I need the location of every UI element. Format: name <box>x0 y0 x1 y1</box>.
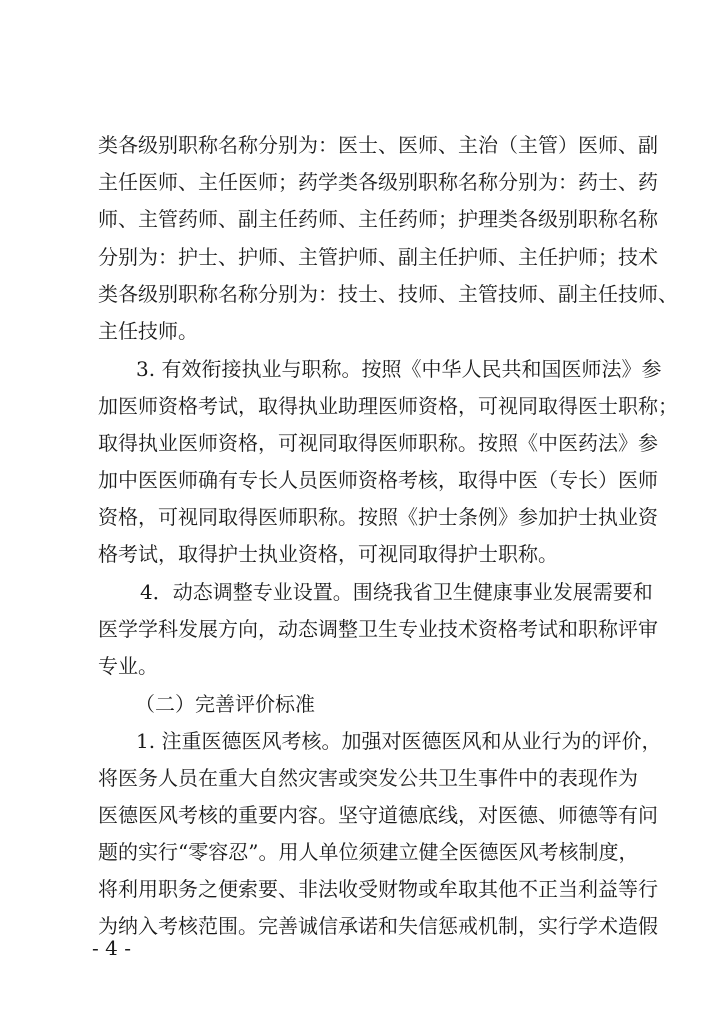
text-line-15: 专业。 <box>98 654 158 678</box>
text-line-4: 分别为：护士、护师、主管护师、副主任护师、主任护师；技术 <box>98 245 658 269</box>
text-line-6: 主任技师。 <box>98 319 198 343</box>
text-line-9: 取得执业医师资格，可视同取得医师职称。按照《中医药法》参 <box>98 431 658 455</box>
text-line-8: 加医师资格考试，取得执业助理医师资格，可视同取得医士职称； <box>98 394 678 418</box>
text-line-12: 格考试，取得护士执业资格，可视同取得护士职称。 <box>98 542 558 566</box>
text-line-22: 为纳入考核范围。完善诚信承诺和失信惩戒机制，实行学术造假 <box>98 914 658 938</box>
paragraph-4-start: 4．动态调整专业设置。围绕我省卫生健康事业发展需要和 <box>140 580 653 604</box>
text-line-19: 医德医风考核的重要内容。坚守道德底线，对医德、师德等有问 <box>98 803 658 827</box>
paragraph-1-start: 1. 注重医德医风考核。加强对医德医风和从业行为的评价， <box>136 729 662 753</box>
text-line-18: 将医务人员在重大自然灾害或突发公共卫生事件中的表现作为 <box>98 766 638 790</box>
text-line-10: 加中医医师确有专长人员医师资格考核，取得中医（专长）医师 <box>98 468 658 492</box>
page-number: - 4 - <box>92 936 131 960</box>
text-line-20: 题的实行“零容忍”。用人单位须建立健全医德医风考核制度， <box>98 840 639 864</box>
text-line-5: 类各级别职称名称分别为：技士、技师、主管技师、副主任技师、 <box>98 282 678 306</box>
text-line-14: 医学学科发展方向，动态调整卫生专业技术资格考试和职称评审 <box>98 617 658 641</box>
section-heading: （二）完善评价标准 <box>135 692 315 716</box>
paragraph-3-start: 3. 有效衔接执业与职称。按照《中华人民共和国医师法》参 <box>136 357 662 381</box>
text-line-21: 将利用职务之便索要、非法收受财物或牟取其他不正当利益等行 <box>98 877 658 901</box>
text-line-2: 主任医师、主任医师；药学类各级别职称名称分别为：药士、药 <box>98 170 658 194</box>
text-line-3: 师、主管药师、副主任药师、主任药师；护理类各级别职称名称 <box>98 207 658 231</box>
text-line-11: 资格，可视同取得医师职称。按照《护士条例》参加护士执业资 <box>98 505 658 529</box>
text-line-1: 类各级别职称名称分别为：医士、医师、主治（主管）医师、副 <box>98 133 658 157</box>
